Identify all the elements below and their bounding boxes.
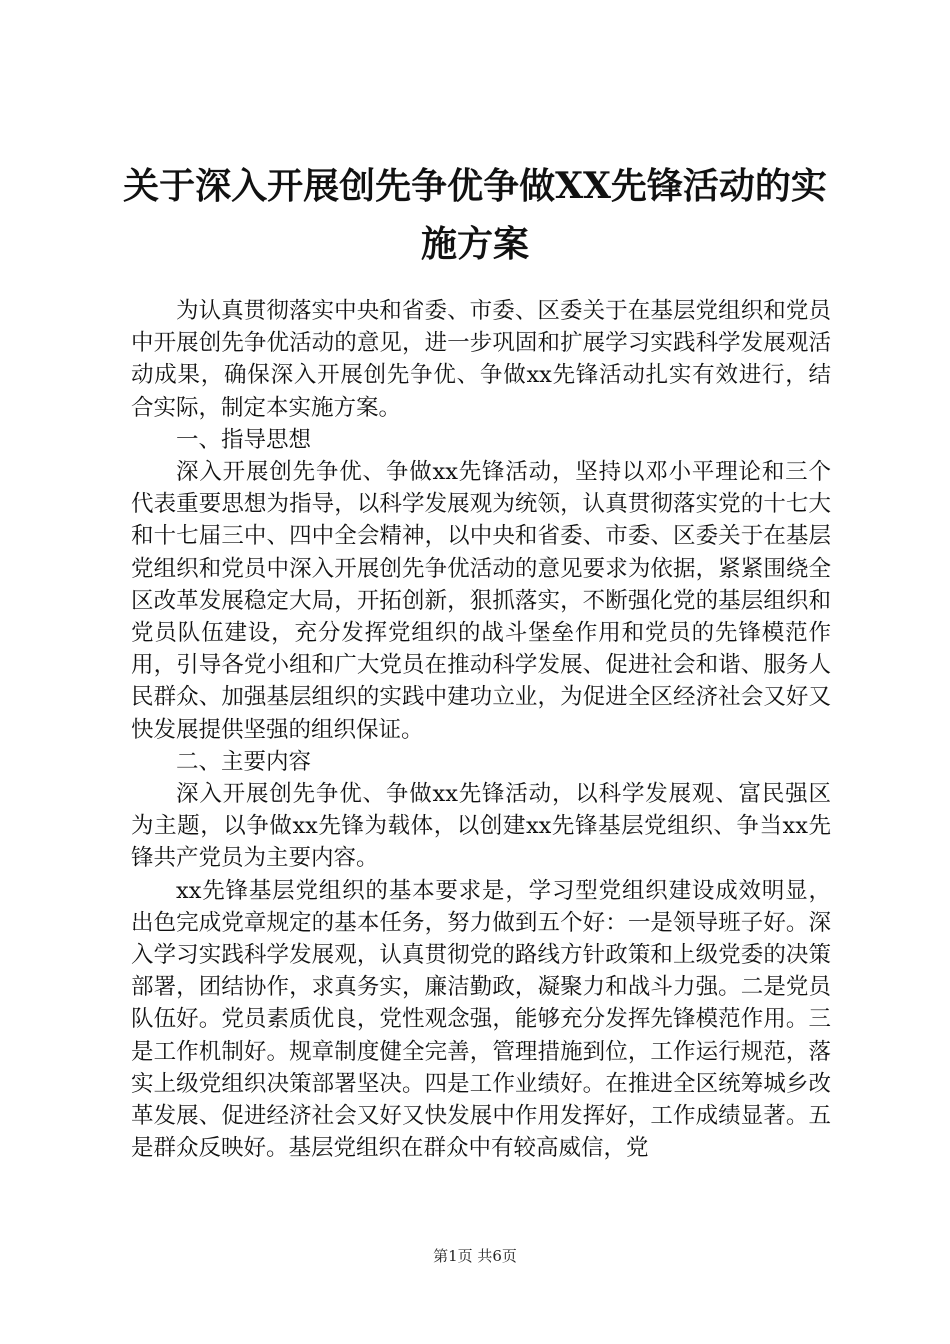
document-body [131, 295, 831, 1164]
section-heading-main-content: 二、主要内容 [176, 748, 312, 775]
section-heading-guiding-thought: 一、指导思想 [176, 426, 312, 453]
document-title-line-1: 关于深入开展创先争优争做XX先锋活动的实 [123, 165, 827, 207]
document-title-line-2: 施方案 [420, 223, 529, 265]
paragraph-main-content: 深入开展创先争优、争做xx先锋活动，以科学发展观、富民强区为主题，以争做xx先锋为载体，以创建xx先锋基层党组织、争当xx先锋共产党员为主要内容。 [131, 781, 831, 872]
paragraph-basic-requirements: xx先锋基层党组织的基本要求是，学习型党组织建设成效明显，出色完成党章规定的基本任务，努力做到五个好：一是领导班子好。深入学习实践科学发展观，认真贯彻党的路线方针政策和上级党委的决策部署，团结协作，求真务实，廉洁勤政，凝聚力和战斗力强。二是党员队伍好。党员素质优良，党性观念强，能够充分发挥先锋模范作用。三是工作机制好。规章制度健全完善，管理措施到位，工作运行规范，落实上级党组织决策部署坚决。四是工作业绩好。在推进全区统筹城乡改革发展、促进经济社会又好又快发展中作用发挥好，工作成绩显著。五是群众反映好。基层党组织在群众中有较高威信，党 [131, 877, 831, 1162]
paragraph-guiding-thought: 深入开展创先争优、争做xx先锋活动，坚持以邓小平理论和三个代表重要思想为指导，以科学发展观为统领，认真贯彻落实党的十七大和十七届三中、四中全会精神，以中央和省委、市委、区委关于在基层党组织和党员中深入开展创先争优活动的意见要求为依据，紧紧围绕全区改革发展稳定大局，开拓创新，狠抓落实，不断强化党的基层组织和党员队伍建设，充分发挥党组织的战斗堡垒作用和党员的先锋模范作用，引导各党小组和广大党员在推动科学发展、促进社会和谐、服务人民群众、加强基层组织的实践中建功立业，为促进全区经济社会又好又快发展提供坚强的组织保证。 [131, 459, 831, 743]
page-footer: 第1页 共6页 [433, 1247, 517, 1265]
paragraph-intro: 为认真贯彻落实中央和省委、市委、区委关于在基层党组织和党员中开展创先争优活动的意见，进一步巩固和扩展学习实践科学发展观活动成果，确保深入开展创先争优、争做xx先锋活动扎实有效进行，结合实际，制定本实施方案。 [131, 298, 831, 421]
